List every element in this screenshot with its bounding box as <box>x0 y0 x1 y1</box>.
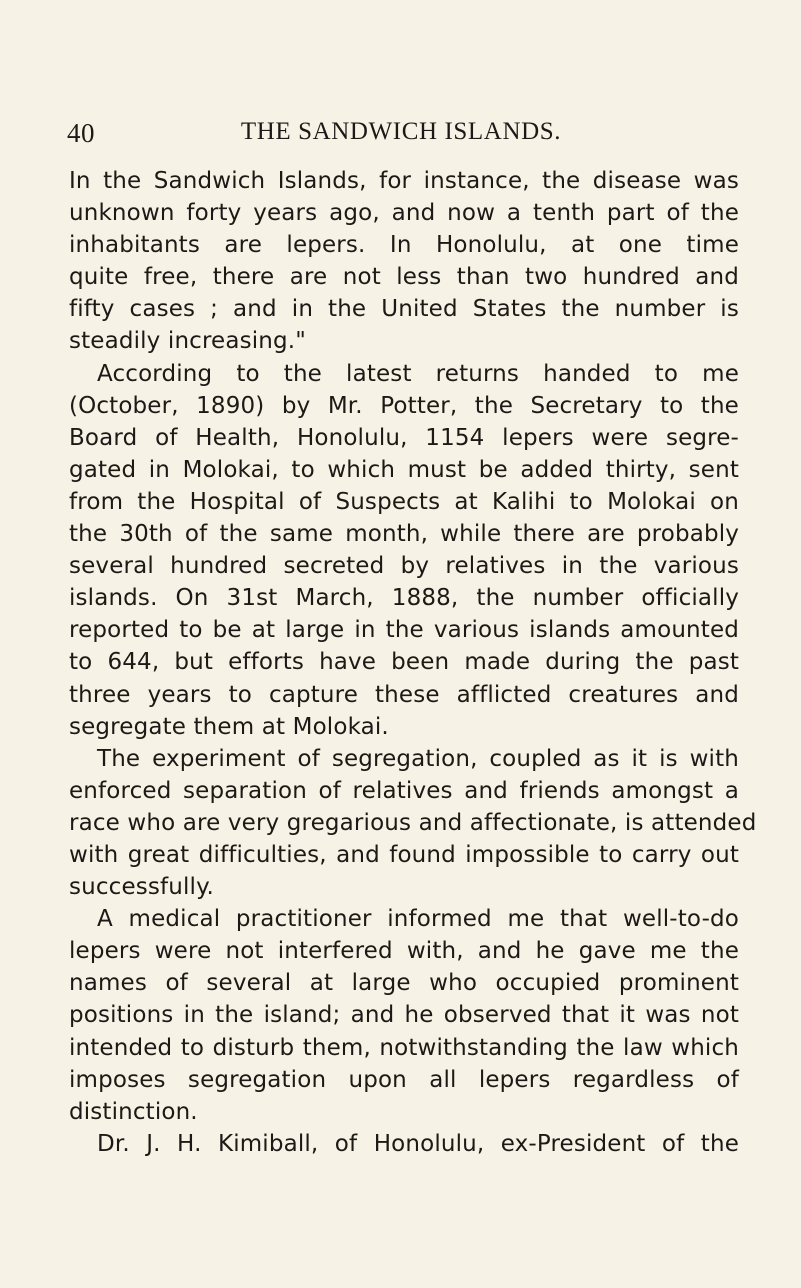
text-line: The experiment of segregation, coupled as it is with <box>97 745 739 772</box>
text-line: reported to be at large in the various islands amounted <box>69 617 739 644</box>
text-line: three years to capture these afflicted creatures and <box>69 681 739 708</box>
text-line: inhabitants are lepers. In Honolulu, at one time <box>69 232 739 259</box>
running-head: THE SANDWICH ISLANDS. <box>240 118 562 145</box>
text-line: race who are very gregarious and affectionate, is attended <box>69 809 757 836</box>
text-line: positions in the island; and he observed that it was not <box>69 1002 739 1029</box>
text-line: lepers were not interfered with, and he gave me the <box>69 938 739 965</box>
page-header <box>67 118 735 154</box>
text-line: islands. On 31st March, 1888, the number officially <box>69 585 739 612</box>
body-text <box>69 165 757 1160</box>
text-line: from the Hospital of Suspects at Kalihi to Molokai on <box>69 488 739 515</box>
text-line: the 30th of the same month, while there are probably <box>69 521 739 548</box>
text-line: distinction. <box>69 1098 198 1125</box>
text-line: with great difficulties, and found impossible to carry out <box>69 841 739 868</box>
text-line: steadily increasing." <box>69 328 306 355</box>
page-number: 40 <box>67 118 95 148</box>
text-line: enforced separation of relatives and friends amongst a <box>69 777 739 804</box>
text-line: Board of Health, Honolulu, 1154 lepers were segre- <box>69 424 739 451</box>
text-line: intended to disturb them, notwithstanding the law which <box>69 1034 739 1061</box>
text-line: segregate them at Molokai. <box>69 713 389 740</box>
text-line: (October, 1890) by Mr. Potter, the Secretary to the <box>69 392 739 419</box>
text-line: imposes segregation upon all lepers regardless of <box>69 1066 739 1093</box>
text-line: According to the latest returns handed to me <box>97 360 739 387</box>
text-line: quite free, there are not less than two hundred and <box>69 264 739 291</box>
text-line: In the Sandwich Islands, for instance, the disease was <box>69 168 739 194</box>
text-line: successfully. <box>69 874 215 901</box>
text-line: several hundred secreted by relatives in the various <box>69 553 739 580</box>
text-line: unknown forty years ago, and now a tenth part of the <box>69 200 739 227</box>
text-line: names of several at large who occupied prominent <box>69 970 739 997</box>
text-line: Dr. J. H. Kimiball, of Honolulu, ex-President of the <box>97 1130 739 1157</box>
text-line: gated in Molokai, to which must be added thirty, sent <box>69 456 739 483</box>
text-line: to 644, but efforts have been made during the past <box>69 649 739 676</box>
text-line: A medical practitioner informed me that well-to-do <box>97 906 739 933</box>
text-line: fifty cases ; and in the United States the number is <box>69 296 739 323</box>
